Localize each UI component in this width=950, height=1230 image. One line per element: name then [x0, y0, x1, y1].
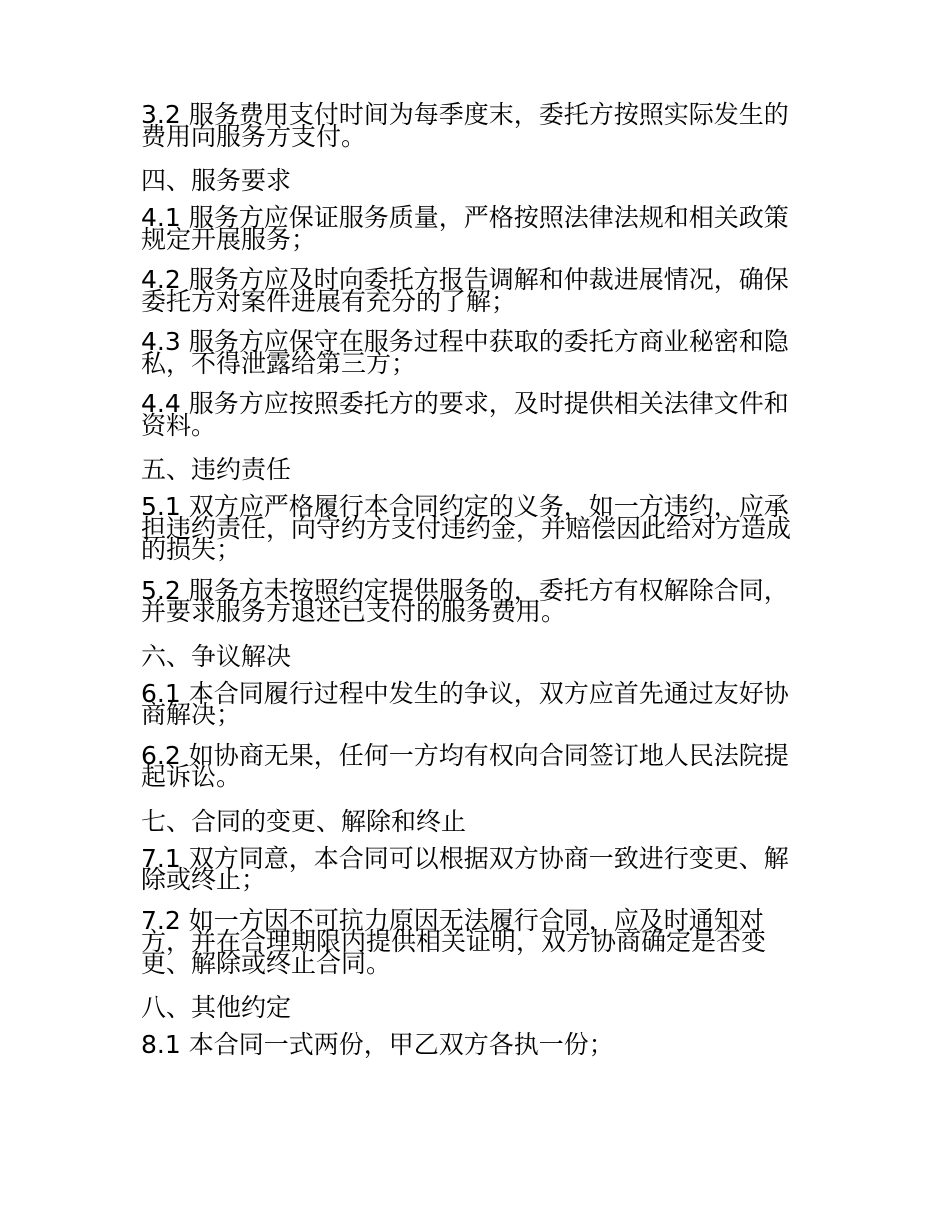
- document-page: [141, 100, 813, 1075]
- section-heading-dispute-resolution: 六、争议解决: [141, 641, 292, 671]
- clause-6-2: 6.2 如协商无果，任何一方均有权向合同签订地人民法院提起诉讼。: [141, 740, 789, 791]
- clause-6-1: 6.1 本合同履行过程中发生的争议，双方应首先通过友好协商解决；: [141, 678, 789, 729]
- section-heading-service-requirements: 四、服务要求: [141, 166, 292, 195]
- clause-4-4: 4.4 服务方应按照委托方的要求，及时提供相关法律文件和资料。: [141, 389, 789, 440]
- clause-4-2: 4.2 服务方应及时向委托方报告调解和仲裁进展情况，确保委托方对案件进展有充分的了解；: [141, 265, 789, 316]
- section-heading-contract-changes: 七、合同的变更、解除和终止: [141, 806, 467, 836]
- clause-4-1: 4.1 服务方应保证服务质量，严格按照法律法规和相关政策规定开展服务；: [141, 203, 789, 254]
- clause-8-1: 8.1 本合同一式两份，甲乙双方各执一份；: [141, 1030, 614, 1059]
- section-heading-other-terms: 八、其他约定: [141, 993, 292, 1022]
- clause-5-2: 5.2 服务方未按照约定提供服务的，委托方有权解除合同，并要求服务方退还已支付的服务费用。: [141, 575, 789, 626]
- clause-7-2: 7.2 如一方因不可抗力原因无法履行合同，应及时通知对方，并在合理期限内提供相关证明，双方协商确定是否变更、解除或终止合同。: [141, 905, 767, 978]
- clause-5-1: 5.1 双方应严格履行本合同约定的义务，如一方违约，应承担违约责任，向守约方支付违约金，并赔偿因此给对方造成的损失；: [141, 492, 792, 564]
- clause-4-3: 4.3 服务方应保守在服务过程中获取的委托方商业秘密和隐私，不得泄露给第三方；: [141, 327, 789, 378]
- section-heading-breach-liability: 五、违约责任: [141, 455, 292, 484]
- clause-3-2: 3.2 服务费用支付时间为每季度末，委托方按照实际发生的费用向服务方支付。: [141, 100, 789, 151]
- clause-7-1: 7.1 双方同意，本合同可以根据双方协商一致进行变更、解除或终止；: [141, 843, 789, 894]
